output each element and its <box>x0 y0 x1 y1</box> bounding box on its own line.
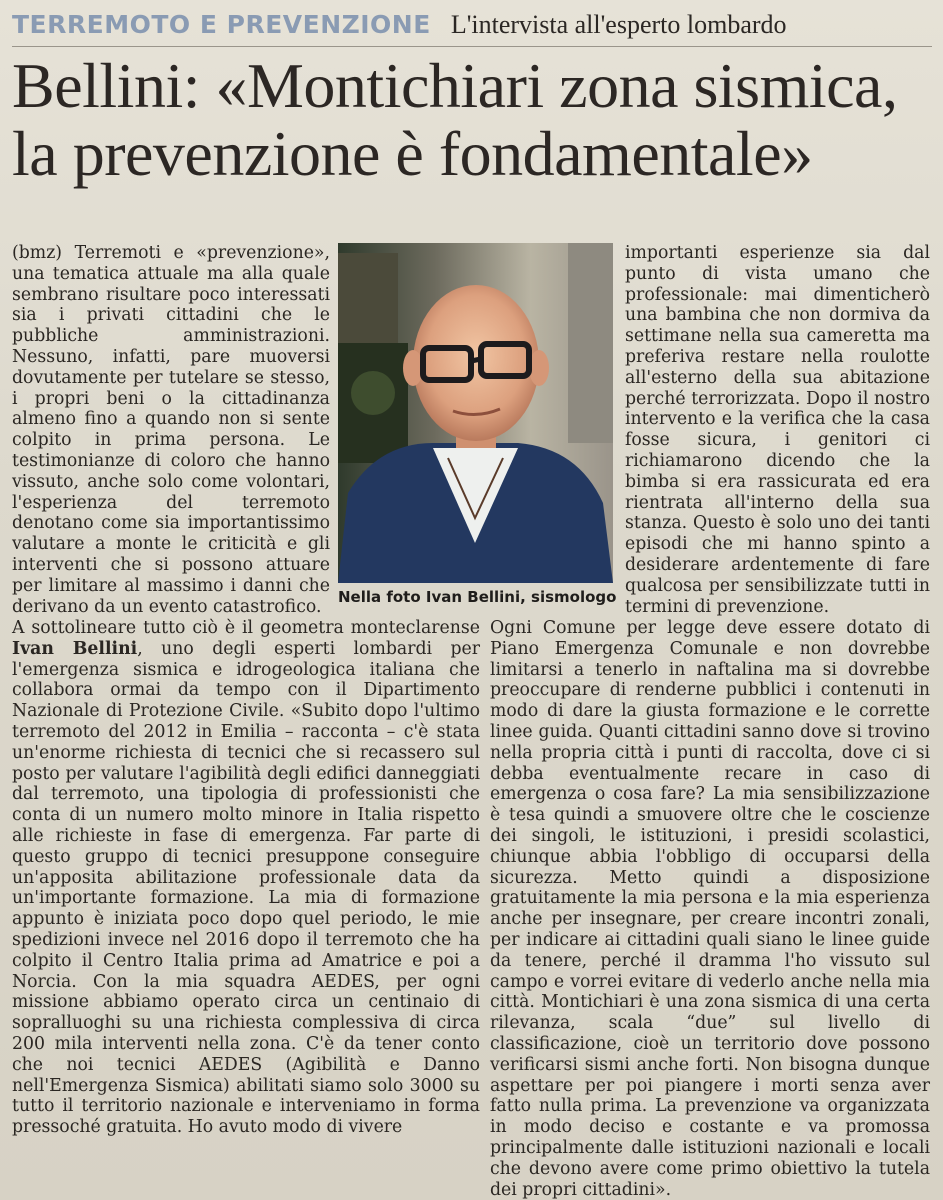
headline-line-2: la prevenzione è fondamentale» <box>12 118 813 189</box>
headline <box>12 52 937 188</box>
portrait-illustration <box>338 243 613 583</box>
portrait-photo <box>338 243 613 583</box>
header-divider <box>12 46 932 47</box>
header-row <box>12 10 932 44</box>
photo-caption: Nella foto Ivan Bellini, sismologo <box>338 588 617 606</box>
article-column-2-body: , uno degli esperti lombardi per l'emergenza sismica e idrogeologica italiana che collabora ormai da tempo con il Dipartimento Nazionale di Protezione Civile. «Subito dopo l'ultimo terremoto del 2012 in Emilia – racconta – c'è stata un'enorme richiesta di tecnici che si recassero sul posto per valutare l'agibilità degli edifici danneggiati dal terremoto, una tipologia di professionisti che conta di un numero molto minore in Italia rispetto alle richieste in fase di emergenza. Far parte di questo gruppo di tecnici presuppone conseguire un'apposita abilitazione professionale data da un'importante formazione. La mia di formazione appunto è iniziata poco dopo quel periodo, le mie spedizioni invece nel 2016 dopo il terremoto che ha colpito il Centro Italia prima ad Amatrice e poi a Norcia. Con la mia squadra AEDES, per ogni missione abbiamo operato circa un centinaio di sopralluoghi su una richiesta complessiva di circa 200 mila interventi nella zona. C'è da tener conto che noi tecnici AEDES (Agibilità e Danno nell'Emergenza Sismica) abilitati siamo solo 3000 su tutto il territorio nazionale e interveniamo in forma pressoché gratuita. Ho avuto modo di vivere <box>12 638 480 1138</box>
headline-line-1: Bellini: «Montichiari zona sismica, <box>12 50 898 121</box>
article-column-2-intro: A sottolineare tutto ciò è il geometra monteclarense <box>12 618 480 638</box>
article-column-2 <box>12 618 480 1180</box>
section-tag: TERREMOTO E PREVENZIONE <box>12 10 431 39</box>
interviewee-name: Ivan Bellini <box>12 638 138 659</box>
article-column-1: (bmz) Terremoti e «prevenzione», una tematica attuale ma alla quale sembrano risultare poco interessati sia i privati cittadini che le pubbliche amministrazioni. Nessuno, infatti, pare muoversi dovutamente per tutelare se stesso, i propri beni o la cittadinanza almeno fino a quando non si sente colpito in prima persona. Le testimonianze di coloro che hanno vissuto, anche solo come volontari, l'esperienza del terremoto denotano come sia importantissimo valutare a monte le criticità e gli interventi che si possono attuare per limitare al massimo i danni che derivano da un evento catastrofico. <box>12 243 330 617</box>
article-column-3: importanti esperienze sia dal punto di vista umano che professionale: mai dimenticherò una bambina che non dormiva da settimane nella sua cameretta ma preferiva restare nella roulotte all'esterno della sua abitazione perché terrorizzata. Dopo il nostro intervento e la verifica che la casa fosse sicura, i genitori ci richiamarono dicendo che la bimba si era rassicurata ed era rientrata all'interno della sua stanza. Questo è solo uno dei tanti episodi che mi hanno spinto a desiderare ardentemente di fare qualcosa per sensibilizzate tutti in termini di prevenzione. <box>625 243 930 617</box>
article-column-4: Ogni Comune per legge deve essere dotato di Piano Emergenza Comunale e non dovrebbe limitarsi a tenerlo in naftalina ma si dovrebbe preoccupare di renderne pubblici i contenuti in modo di dare la giusta formazione e le corrette linee guida. Quanti cittadini sanno dove si trovino nella propria città i punti di raccolta, dove ci si debba eventualmente recare in caso di emergenza o cosa fare? La mia sensibilizzazione è tesa quindi a smuovere oltre che le coscienze dei singoli, le istituzioni, i presidi scolastici, chiunque abbia l'obbligo di occuparsi della sicurezza. Metto quindi a disposizione gratuitamente la mia persona e la mia esperienza anche per insegnare, per creare incontri zonali, per indicare ai cittadini quali siano le linee guide da tenere, perché il dramma l'ho vissuto sul campo e vorrei evitare di vederlo anche nella mia città. Montichiari è una zona sismica di una certa rilevanza, scala “due” sul livello di classificazione, cioè un territorio dove possono verificarsi sismi anche forti. Non bisogna dunque aspettare per poi piangere i morti senza aver fatto nulla prima. La prevenzione va organizzata in modo deciso e costante e va promossa principalmente dalle istituzioni nazionali e locali che devono avere come primo obiettivo la tutela dei propri cittadini». <box>490 618 930 1200</box>
kicker: L'intervista all'esperto lombardo <box>450 10 787 39</box>
